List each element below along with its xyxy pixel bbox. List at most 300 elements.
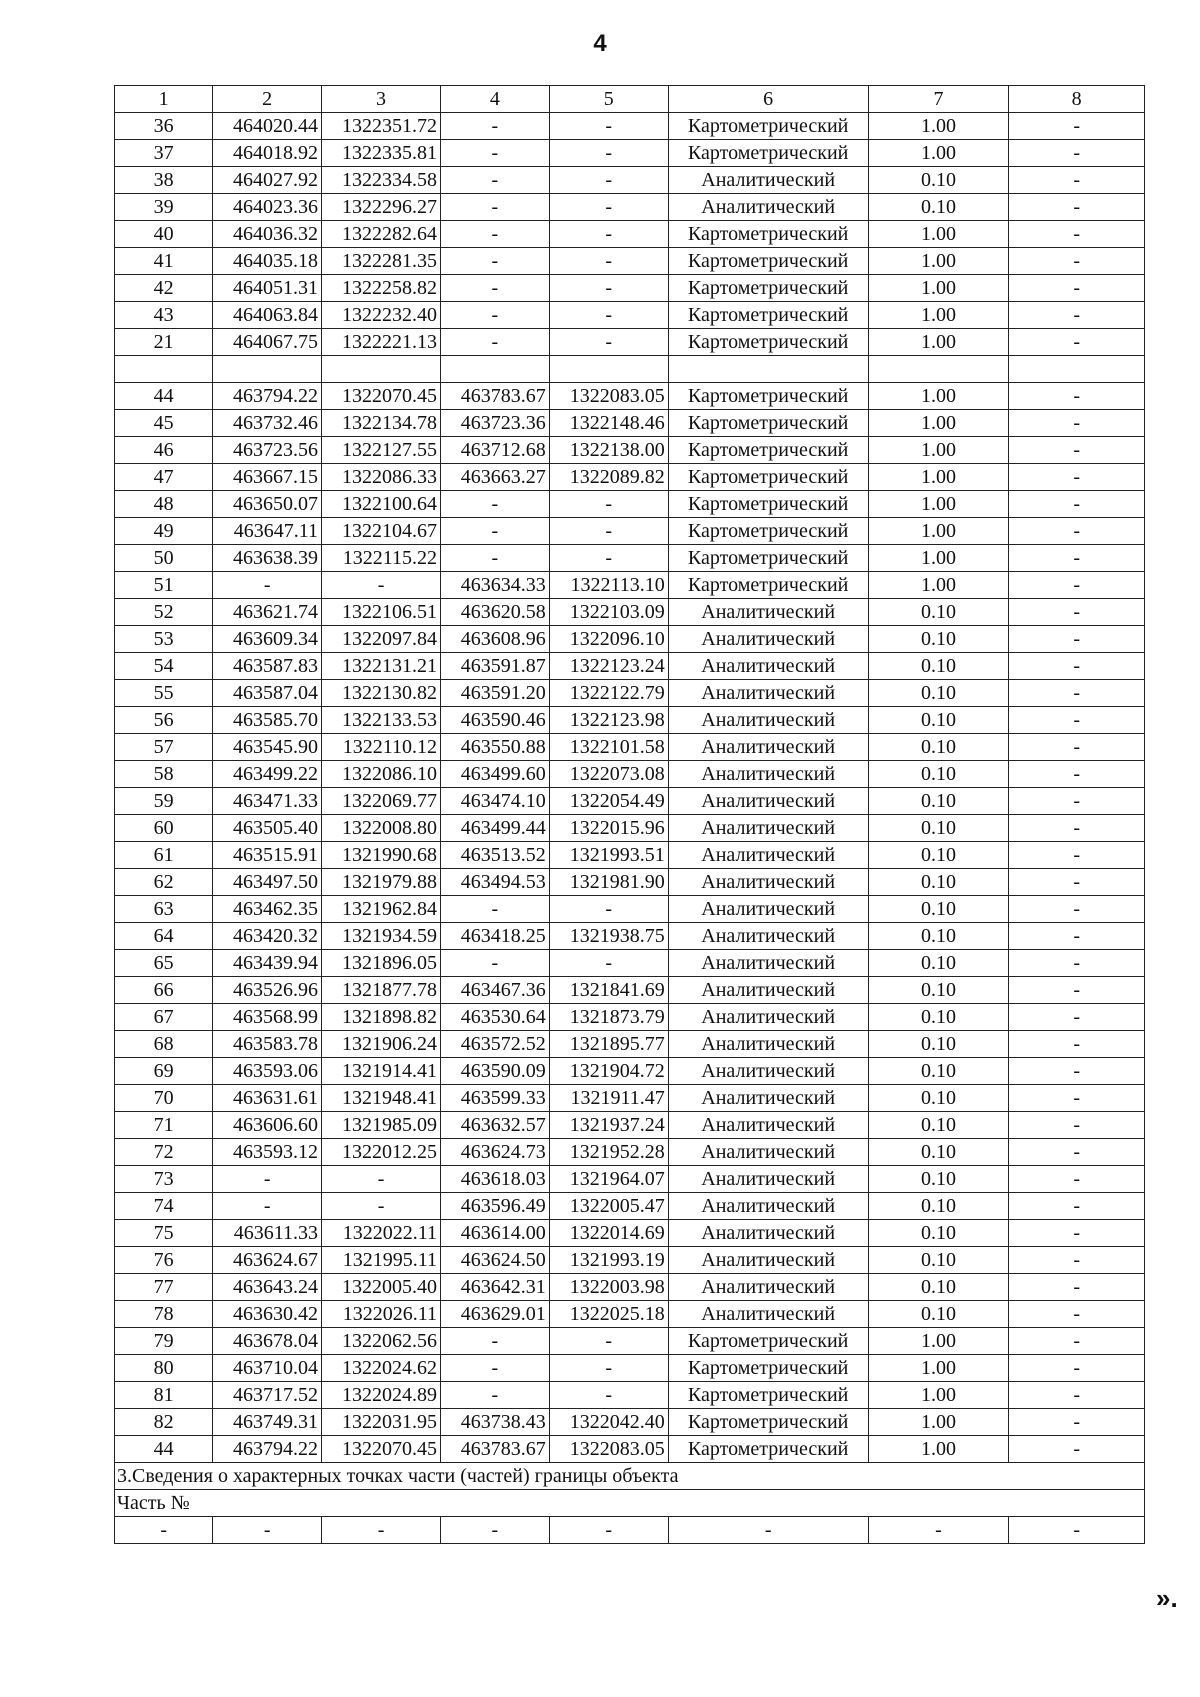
table-cell: Аналитический [668, 599, 868, 626]
table-row [115, 1436, 1145, 1463]
table-cell [322, 356, 441, 383]
table-cell: - [1009, 923, 1145, 950]
table-cell: 1322106.51 [322, 599, 441, 626]
table-cell: - [1009, 707, 1145, 734]
table-cell: Картометрический [668, 275, 868, 302]
table-cell: 463599.33 [441, 1085, 550, 1112]
table-cell: 0.10 [868, 896, 1009, 923]
table-cell: 1.00 [868, 140, 1009, 167]
table-cell: 1321981.90 [549, 869, 668, 896]
table-row [115, 1031, 1145, 1058]
table-cell: - [1009, 1355, 1145, 1382]
table-cell: 1.00 [868, 248, 1009, 275]
table-cell: Аналитический [668, 1274, 868, 1301]
table-cell: 1321979.88 [322, 869, 441, 896]
table-row [115, 113, 1145, 140]
table-cell: 1.00 [868, 221, 1009, 248]
table-cell: 1321993.51 [549, 842, 668, 869]
table-cell: 1.00 [868, 572, 1009, 599]
table-cell: 1322062.56 [322, 1328, 441, 1355]
table-cell: 75 [115, 1220, 213, 1247]
table-row [115, 194, 1145, 221]
table-cell: Картометрический [668, 248, 868, 275]
table-cell: 464035.18 [213, 248, 322, 275]
table-cell: 463783.67 [441, 1436, 550, 1463]
table-cell: 80 [115, 1355, 213, 1382]
table-row [115, 518, 1145, 545]
header-cell: 1 [115, 86, 213, 113]
table-cell: 1.00 [868, 1409, 1009, 1436]
table-cell: - [1009, 545, 1145, 572]
table-cell: - [549, 1517, 668, 1544]
table-row [115, 383, 1145, 410]
table-cell: - [1009, 1274, 1145, 1301]
table-cell: 1322148.46 [549, 410, 668, 437]
table-cell: 1.00 [868, 1382, 1009, 1409]
table-cell: 1321948.41 [322, 1085, 441, 1112]
table-cell: - [1009, 599, 1145, 626]
table-cell: 1322232.40 [322, 302, 441, 329]
table-cell: 1322334.58 [322, 167, 441, 194]
table-cell: - [1009, 113, 1145, 140]
table-cell: Аналитический [668, 1220, 868, 1247]
table-cell: - [1009, 140, 1145, 167]
table-cell: 0.10 [868, 1031, 1009, 1058]
table-cell: Картометрический [668, 545, 868, 572]
table-row [115, 329, 1145, 356]
table-cell: 463420.32 [213, 923, 322, 950]
table-row [115, 788, 1145, 815]
table-cell: - [1009, 1112, 1145, 1139]
table-cell: 463608.96 [441, 626, 550, 653]
table-cell: 63 [115, 896, 213, 923]
table-cell: 464027.92 [213, 167, 322, 194]
table-cell: Аналитический [668, 1004, 868, 1031]
table-cell: 1322335.81 [322, 140, 441, 167]
table-cell: - [1009, 410, 1145, 437]
closing-quote-mark: ». [1156, 1583, 1178, 1613]
table-row [115, 410, 1145, 437]
table-cell: 1321896.05 [322, 950, 441, 977]
table-cell: - [441, 329, 550, 356]
table-cell: 1321985.09 [322, 1112, 441, 1139]
table-cell: 1322005.47 [549, 1193, 668, 1220]
table-row [115, 1139, 1145, 1166]
table-cell: 463499.60 [441, 761, 550, 788]
table-cell: 68 [115, 1031, 213, 1058]
table-cell: 1322130.82 [322, 680, 441, 707]
table-cell: Аналитический [668, 653, 868, 680]
table-cell: - [213, 1193, 322, 1220]
table-cell: - [1009, 194, 1145, 221]
table-cell: 1322070.45 [322, 1436, 441, 1463]
table-cell: - [1009, 518, 1145, 545]
table-cell: Картометрический [668, 329, 868, 356]
table-cell: - [441, 302, 550, 329]
table-cell: Аналитический [668, 896, 868, 923]
table-cell: Аналитический [668, 815, 868, 842]
table-cell: 1.00 [868, 1436, 1009, 1463]
table-cell: - [1009, 221, 1145, 248]
table-cell: 463620.58 [441, 599, 550, 626]
table-cell: 1322022.11 [322, 1220, 441, 1247]
table-cell: 1.00 [868, 383, 1009, 410]
table-cell: 1322100.64 [322, 491, 441, 518]
table-cell: 0.10 [868, 923, 1009, 950]
table-cell: 463587.83 [213, 653, 322, 680]
table-cell: 1322123.98 [549, 707, 668, 734]
table-cell: 0.10 [868, 1058, 1009, 1085]
table-cell: 1322042.40 [549, 1409, 668, 1436]
table-cell: Аналитический [668, 1058, 868, 1085]
table-cell: - [115, 1517, 213, 1544]
table-row [115, 437, 1145, 464]
table-cell: 1322110.12 [322, 734, 441, 761]
table-cell: 0.10 [868, 167, 1009, 194]
table-cell: 0.10 [868, 194, 1009, 221]
table-row [115, 1220, 1145, 1247]
table-cell: 54 [115, 653, 213, 680]
table-cell: 1322115.22 [322, 545, 441, 572]
table-cell: 1322025.18 [549, 1301, 668, 1328]
table-cell: 77 [115, 1274, 213, 1301]
table-cell: - [1009, 1058, 1145, 1085]
header-cell: 8 [1009, 86, 1145, 113]
table-cell: 53 [115, 626, 213, 653]
table-cell: 1321906.24 [322, 1031, 441, 1058]
table-cell: - [1009, 842, 1145, 869]
table-cell: Картометрический [668, 1409, 868, 1436]
table-cell: 463678.04 [213, 1328, 322, 1355]
table-cell: 464023.36 [213, 194, 322, 221]
table-cell: 0.10 [868, 842, 1009, 869]
table-cell: - [549, 1328, 668, 1355]
table-row [115, 734, 1145, 761]
table-cell: 0.10 [868, 1112, 1009, 1139]
table-cell: 463596.49 [441, 1193, 550, 1220]
table-cell: - [322, 1193, 441, 1220]
table-cell: 463439.94 [213, 950, 322, 977]
table-cell: 1322014.69 [549, 1220, 668, 1247]
table-cell: 73 [115, 1166, 213, 1193]
table-cell: - [549, 194, 668, 221]
table-cell: - [549, 491, 668, 518]
table-cell: 463738.43 [441, 1409, 550, 1436]
table-cell [549, 356, 668, 383]
table-cell: Картометрический [668, 140, 868, 167]
table-cell: 463632.57 [441, 1112, 550, 1139]
table-cell: - [1009, 1004, 1145, 1031]
section-title-row [115, 1463, 1145, 1490]
table-cell: 59 [115, 788, 213, 815]
table-cell: 1.00 [868, 437, 1009, 464]
table-cell: - [549, 1355, 668, 1382]
table-cell: 50 [115, 545, 213, 572]
table-cell: - [668, 1517, 868, 1544]
table-cell: 463609.34 [213, 626, 322, 653]
table-cell: 1322131.21 [322, 653, 441, 680]
table-cell: 0.10 [868, 977, 1009, 1004]
table-cell: - [1009, 464, 1145, 491]
table-cell: 464067.75 [213, 329, 322, 356]
table-cell: 1322073.08 [549, 761, 668, 788]
table-cell: - [441, 167, 550, 194]
table-row [115, 977, 1145, 1004]
table-cell: Аналитический [668, 707, 868, 734]
table-cell: 1321962.84 [322, 896, 441, 923]
table-cell: 1321904.72 [549, 1058, 668, 1085]
table-row [115, 599, 1145, 626]
table-cell: - [549, 113, 668, 140]
table-cell: 1321934.59 [322, 923, 441, 950]
table-cell: 463505.40 [213, 815, 322, 842]
table-cell: 463624.73 [441, 1139, 550, 1166]
table-cell: 463568.99 [213, 1004, 322, 1031]
table-cell: 1321911.47 [549, 1085, 668, 1112]
table-cell: Картометрический [668, 1436, 868, 1463]
table-cell [213, 356, 322, 383]
table-cell: - [1009, 437, 1145, 464]
table-cell: 463583.78 [213, 1031, 322, 1058]
table-cell: 463499.44 [441, 815, 550, 842]
table-cell: - [549, 221, 668, 248]
table-cell: Аналитический [668, 1247, 868, 1274]
table-row [115, 1382, 1145, 1409]
table-row [115, 950, 1145, 977]
table-cell: - [213, 1166, 322, 1193]
table-cell: 1322281.35 [322, 248, 441, 275]
table-cell: 44 [115, 383, 213, 410]
header-cell: 6 [668, 86, 868, 113]
table-cell: 463650.07 [213, 491, 322, 518]
table-cell: - [1009, 383, 1145, 410]
table-row [115, 221, 1145, 248]
table-row [115, 761, 1145, 788]
table-cell: 463593.12 [213, 1139, 322, 1166]
table-cell: 72 [115, 1139, 213, 1166]
table-row [115, 626, 1145, 653]
table-cell: 463467.36 [441, 977, 550, 1004]
table-cell: 463749.31 [213, 1409, 322, 1436]
table-cell: 1322008.80 [322, 815, 441, 842]
table-row [115, 896, 1145, 923]
table-cell: Аналитический [668, 194, 868, 221]
table-cell: 1322012.25 [322, 1139, 441, 1166]
table-cell: 1322024.62 [322, 1355, 441, 1382]
table-row [115, 491, 1145, 518]
table-cell: 1322133.53 [322, 707, 441, 734]
table-cell: 0.10 [868, 707, 1009, 734]
last-row [115, 1517, 1145, 1544]
table-cell: Картометрический [668, 464, 868, 491]
table-cell: 1322096.10 [549, 626, 668, 653]
table-cell: 463474.10 [441, 788, 550, 815]
table-cell: 1322221.13 [322, 329, 441, 356]
page-number: 4 [593, 30, 607, 57]
table-cell: - [1009, 788, 1145, 815]
part-label-row [115, 1490, 1145, 1517]
table-cell: - [441, 221, 550, 248]
table-cell: 463606.60 [213, 1112, 322, 1139]
table-cell: 44 [115, 1436, 213, 1463]
table-row [115, 815, 1145, 842]
table-cell: - [1009, 302, 1145, 329]
table-cell: - [549, 302, 668, 329]
table-row [115, 1328, 1145, 1355]
table-cell: - [441, 1382, 550, 1409]
table-cell: 1322138.00 [549, 437, 668, 464]
table-cell: 463794.22 [213, 1436, 322, 1463]
table-cell: - [1009, 680, 1145, 707]
table-cell: 1.00 [868, 1328, 1009, 1355]
table-cell: 37 [115, 140, 213, 167]
table-cell: 0.10 [868, 599, 1009, 626]
table-cell: - [441, 1328, 550, 1355]
table-cell: Аналитический [668, 869, 868, 896]
table-cell: 38 [115, 167, 213, 194]
table-cell: 0.10 [868, 788, 1009, 815]
table-cell: 1.00 [868, 113, 1009, 140]
table-cell: Картометрический [668, 437, 868, 464]
table-cell: 1322101.58 [549, 734, 668, 761]
table-cell: - [549, 950, 668, 977]
table-cell: 463647.11 [213, 518, 322, 545]
table-cell: Картометрический [668, 1355, 868, 1382]
table-cell: 1321952.28 [549, 1139, 668, 1166]
table-cell: 52 [115, 599, 213, 626]
table-cell: 1321990.68 [322, 842, 441, 869]
table-cell: - [441, 896, 550, 923]
table-cell [868, 356, 1009, 383]
table-row [115, 923, 1145, 950]
table-cell: 1321895.77 [549, 1031, 668, 1058]
table-cell: - [549, 167, 668, 194]
table-cell: 463497.50 [213, 869, 322, 896]
table-cell: 71 [115, 1112, 213, 1139]
table-cell: 463667.15 [213, 464, 322, 491]
table-row [115, 572, 1145, 599]
table-header [115, 86, 1145, 113]
table-cell: 66 [115, 977, 213, 1004]
table-cell: 1322296.27 [322, 194, 441, 221]
table-cell: 0.10 [868, 761, 1009, 788]
table-cell: 1322097.84 [322, 626, 441, 653]
table-cell: Картометрический [668, 572, 868, 599]
table-cell: 463593.06 [213, 1058, 322, 1085]
table-cell: 463545.90 [213, 734, 322, 761]
table-row [115, 464, 1145, 491]
table-cell: Картометрический [668, 302, 868, 329]
table-cell: - [441, 113, 550, 140]
table-cell: 0.10 [868, 653, 1009, 680]
table-cell: 0.10 [868, 1274, 1009, 1301]
table-cell: 1322070.45 [322, 383, 441, 410]
table-cell: 463794.22 [213, 383, 322, 410]
table-cell: 76 [115, 1247, 213, 1274]
table-cell: 74 [115, 1193, 213, 1220]
table-cell: - [1009, 491, 1145, 518]
table-cell: 55 [115, 680, 213, 707]
table-cell: - [441, 1355, 550, 1382]
table-cell: 0.10 [868, 815, 1009, 842]
table-cell: 1322026.11 [322, 1301, 441, 1328]
table-cell: Аналитический [668, 1031, 868, 1058]
table-cell: 1322089.82 [549, 464, 668, 491]
table-row [115, 248, 1145, 275]
header-cell: 3 [322, 86, 441, 113]
table-row [115, 1004, 1145, 1031]
table-cell: - [213, 572, 322, 599]
table-cell: - [549, 545, 668, 572]
table-cell: 62 [115, 869, 213, 896]
table-cell: 1322103.09 [549, 599, 668, 626]
table-cell: 463663.27 [441, 464, 550, 491]
table-cell: - [1009, 248, 1145, 275]
table-cell: Аналитический [668, 1166, 868, 1193]
table-cell: - [1009, 1139, 1145, 1166]
table-cell: 78 [115, 1301, 213, 1328]
table-cell: 1322113.10 [549, 572, 668, 599]
table-row [115, 1193, 1145, 1220]
table-cell: 64 [115, 923, 213, 950]
table-cell: Аналитический [668, 626, 868, 653]
table-cell: - [322, 1166, 441, 1193]
table-cell: 79 [115, 1328, 213, 1355]
table-cell: - [441, 275, 550, 302]
table-cell: 1322122.79 [549, 680, 668, 707]
table-cell: 463618.03 [441, 1166, 550, 1193]
table-cell: - [1009, 167, 1145, 194]
table-cell: 463590.46 [441, 707, 550, 734]
table-cell: - [1009, 275, 1145, 302]
header-cell: 5 [549, 86, 668, 113]
part-label: Часть № [115, 1490, 1145, 1517]
table-row [115, 1166, 1145, 1193]
section-title: 3.Сведения о характерных точках части (частей) границы объекта [115, 1463, 1145, 1490]
table-cell: 463530.64 [441, 1004, 550, 1031]
table-cell: 1322003.98 [549, 1274, 668, 1301]
table-cell: 0.10 [868, 626, 1009, 653]
table-cell: 1322351.72 [322, 113, 441, 140]
table-cell: Аналитический [668, 734, 868, 761]
table-row [115, 545, 1145, 572]
table-cell: Картометрический [668, 491, 868, 518]
table-cell: 463630.42 [213, 1301, 322, 1328]
table-cell: 40 [115, 221, 213, 248]
table-row [115, 653, 1145, 680]
table-cell: 42 [115, 275, 213, 302]
table-footer [115, 1463, 1145, 1544]
table-cell: 1322069.77 [322, 788, 441, 815]
table-cell: Аналитический [668, 1085, 868, 1112]
table-cell: 463590.09 [441, 1058, 550, 1085]
table-cell: - [1009, 653, 1145, 680]
table-cell: 1.00 [868, 1355, 1009, 1382]
table-cell: 463462.35 [213, 896, 322, 923]
table-row [115, 167, 1145, 194]
table-cell: - [213, 1517, 322, 1544]
table-cell: 49 [115, 518, 213, 545]
table-cell: - [1009, 1166, 1145, 1193]
table-cell: Аналитический [668, 1193, 868, 1220]
table-cell: - [1009, 1085, 1145, 1112]
table-cell: Аналитический [668, 977, 868, 1004]
table-cell: - [1009, 869, 1145, 896]
table-cell: - [441, 194, 550, 221]
table-cell: - [441, 248, 550, 275]
table-cell: 56 [115, 707, 213, 734]
table-row [115, 1274, 1145, 1301]
